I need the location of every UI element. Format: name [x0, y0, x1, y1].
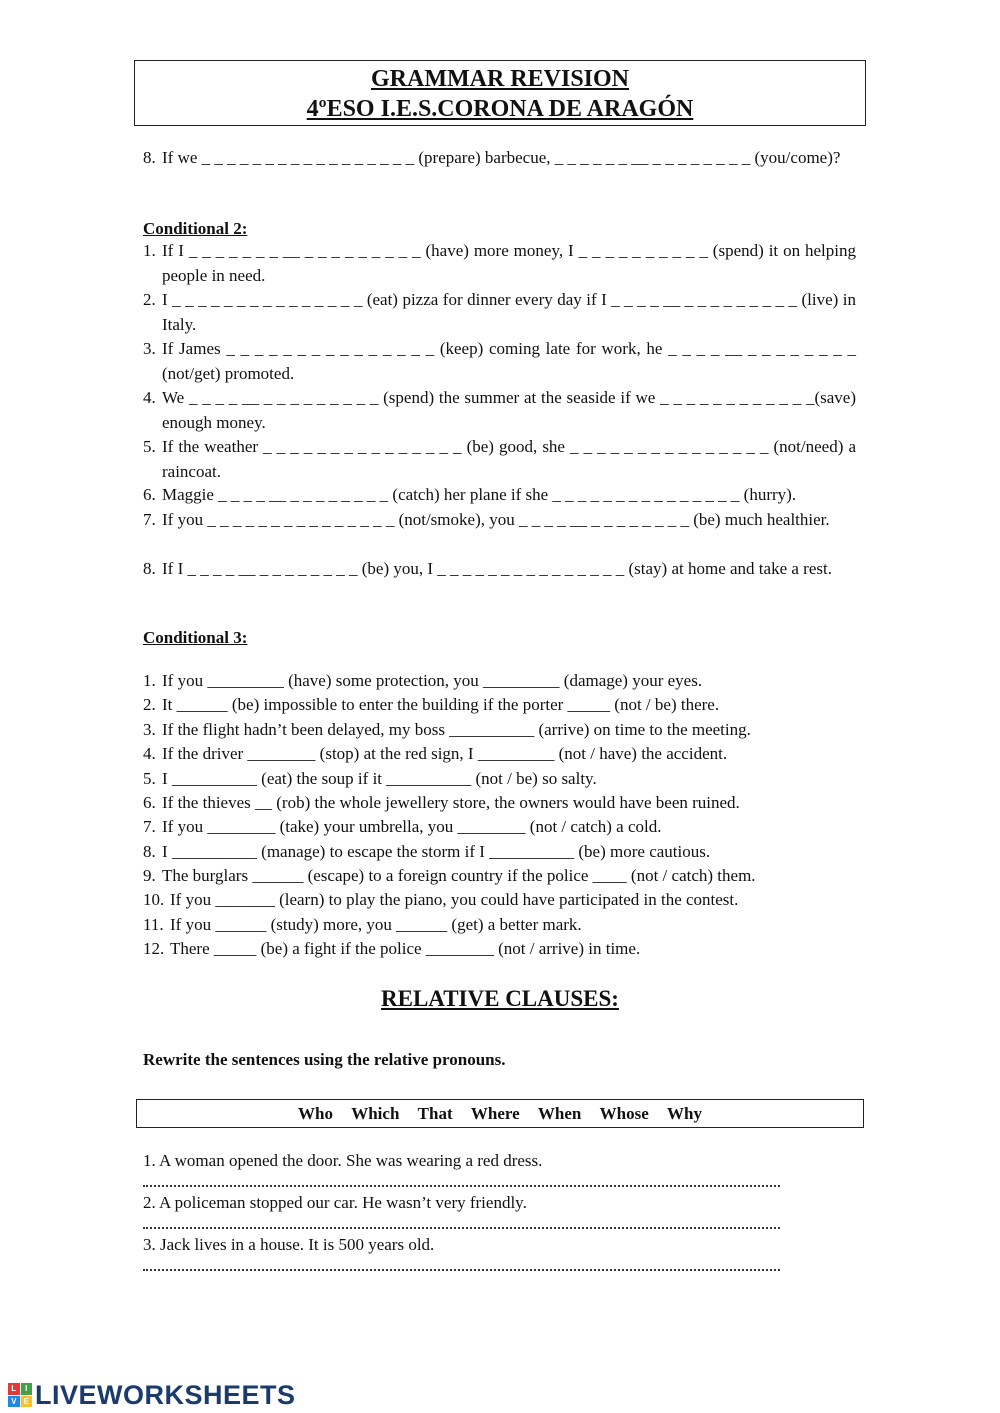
item-number: 12.: [143, 939, 165, 958]
exercise-item: [143, 742, 856, 767]
exercise-item: [143, 693, 856, 718]
answer-line[interactable]: [143, 1183, 780, 1187]
logo-mark-letter: L: [8, 1383, 20, 1395]
exercise-item: [143, 146, 856, 171]
exercise-item: [143, 718, 856, 743]
item-number: 1.: [143, 671, 156, 690]
logo-mark-icon: [8, 1383, 32, 1407]
item-text: There _____ (be) a fight if the police ________ (not / arrive) in time.: [170, 939, 641, 958]
item-number: 2.: [143, 695, 156, 714]
section-title-relative-clauses: RELATIVE CLAUSES:: [381, 986, 619, 1011]
item-number: 9.: [143, 866, 156, 885]
item-text: If I _ _ _ _ _ _ _ __ _ _ _ _ _ _ _ _ _ (have) more money, I _ _ _ _ _ _ _ _ _ _ (spend) it on helping people in need.: [162, 241, 856, 285]
answer-line[interactable]: [143, 1225, 780, 1229]
item-text: If I _ _ _ _ __ _ _ _ _ _ _ _ _ (be) you, I _ _ _ _ _ _ _ _ _ _ _ _ _ _ _ (stay) at home and take a rest.: [162, 559, 832, 578]
exercise-item: [143, 508, 856, 533]
item-text: If the weather _ _ _ _ _ _ _ _ _ _ _ _ _ _ _ (be) good, she _ _ _ _ _ _ _ _ _ _ _ _ _ _ _ (not/need) a raincoat.: [162, 437, 856, 481]
rewrite-sentence: 2. A policeman stopped our car. He wasn’t very friendly.: [143, 1193, 527, 1212]
pronoun-word: Why: [667, 1104, 702, 1123]
item-number: 5.: [143, 437, 156, 456]
exercise-item: [143, 840, 856, 865]
section-title-conditional-3: Conditional 3:: [143, 628, 248, 647]
exercise-item: [143, 288, 856, 337]
logo-mark-letter: I: [21, 1383, 33, 1395]
exercise-item: [143, 483, 856, 508]
exercise-item: [143, 815, 856, 840]
item-text: Maggie _ _ _ _ __ _ _ _ _ _ _ _ _ (catch) her plane if she _ _ _ _ _ _ _ _ _ _ _ _ _ _ _ (hurry).: [162, 485, 797, 504]
exercise-item: [143, 913, 856, 938]
item-number: 8.: [143, 842, 156, 861]
pronoun-word: That: [417, 1104, 453, 1123]
item-text: I __________ (manage) to escape the storm if I __________ (be) more cautious.: [162, 842, 711, 861]
item-text: If the driver ________ (stop) at the red sign, I _________ (not / have) the accident.: [162, 744, 728, 763]
exercise-item: [143, 669, 856, 694]
item-number: 8.: [143, 559, 156, 578]
exercise-item: [143, 791, 856, 816]
item-number: 11.: [143, 915, 164, 934]
item-number: 6.: [143, 793, 156, 812]
pronoun-word: When: [537, 1104, 582, 1123]
item-text: If the flight hadn’t been delayed, my boss __________ (arrive) on time to the meeting.: [162, 720, 751, 739]
exercise-item: [143, 239, 856, 288]
item-number: 5.: [143, 769, 156, 788]
exercise-item: [143, 557, 856, 582]
exercise-item: [143, 864, 856, 889]
item-number: 4.: [143, 744, 156, 763]
item-text: It ______ (be) impossible to enter the building if the porter _____ (not / be) there.: [162, 695, 720, 714]
item-text: I __________ (eat) the soup if it __________ (not / be) so salty.: [162, 769, 597, 788]
exercise-item: [143, 888, 856, 913]
item-number: 3.: [143, 720, 156, 739]
item-number: 7.: [143, 817, 156, 836]
item-text: If you ______ (study) more, you ______ (get) a better mark.: [170, 915, 582, 934]
section-title-conditional-2: Conditional 2:: [143, 219, 248, 238]
exercise-item: [143, 386, 856, 435]
item-text: If we _ _ _ _ _ _ _ _ _ _ _ _ _ _ _ _ _ (prepare) barbecue, _ _ _ _ _ _ __ _ _ _ _ _ _ _ _ (you/come)?: [162, 148, 841, 167]
logo-text: LIVEWORKSHEETS: [35, 1379, 296, 1410]
item-text: The burglars ______ (escape) to a foreign country if the police ____ (not / catch) them.: [162, 866, 756, 885]
rewrite-sentence: 3. Jack lives in a house. It is 500 years old.: [143, 1235, 435, 1254]
rewrite-sentence: 1. A woman opened the door. She was wearing a red dress.: [143, 1151, 543, 1170]
item-number: 4.: [143, 388, 156, 407]
item-number: 3.: [143, 339, 156, 358]
worksheet-title: GRAMMAR REVISION: [371, 66, 629, 92]
exercise-item: [143, 435, 856, 484]
item-number: 7.: [143, 510, 156, 529]
logo-mark-letter: V: [8, 1396, 20, 1408]
item-text: If you _ _ _ _ _ _ _ _ _ _ _ _ _ _ _ (not/smoke), you _ _ _ _ __ _ _ _ _ _ _ _ _ (be) much healthier.: [162, 510, 830, 529]
item-text: If the thieves __ (rob) the whole jewellery store, the owners would have been ruined.: [162, 793, 740, 812]
item-text: If you _________ (have) some protection, you _________ (damage) your eyes.: [162, 671, 703, 690]
logo-mark-letter: E: [21, 1396, 33, 1408]
relative-pronouns-box: [136, 1099, 864, 1128]
pronoun-word: Who: [298, 1104, 333, 1123]
item-number: 10.: [143, 890, 165, 909]
exercise-item: [143, 337, 856, 386]
item-text: I _ _ _ _ _ _ _ _ _ _ _ _ _ _ _ (eat) pizza for dinner every day if I _ _ _ _ __ _ _ _ _ _ _ _ _ _ (live) in Italy.: [162, 290, 856, 334]
pronoun-word: Which: [351, 1104, 400, 1123]
item-number: 2.: [143, 290, 156, 309]
exercise-item: [143, 767, 856, 792]
item-text: We _ _ _ _ __ _ _ _ _ _ _ _ _ _ (spend) the summer at the seaside if we _ _ _ _ _ _ _ _ _ _ _ _(save) enough money.: [162, 388, 856, 432]
pronoun-word: Where: [470, 1104, 520, 1123]
liveworksheets-logo: [8, 1380, 296, 1410]
worksheet-subtitle: 4ºESO I.E.S.CORONA DE ARAGÓN: [306, 96, 694, 122]
item-number: 6.: [143, 485, 156, 504]
answer-line[interactable]: [143, 1267, 780, 1271]
item-text: If James _ _ _ _ _ _ _ _ _ _ _ _ _ _ _ (keep) coming late for work, he _ _ _ _ __ _ _ _ _ _ _ _ _ (not/get) promoted.: [162, 339, 856, 383]
item-number: 8.: [143, 148, 156, 167]
instructions: Rewrite the sentences using the relative pronouns.: [143, 1050, 506, 1069]
item-text: If you ________ (take) your umbrella, you ________ (not / catch) a cold.: [162, 817, 662, 836]
exercise-item: [143, 937, 856, 962]
item-text: If you _______ (learn) to play the piano, you could have participated in the contest.: [170, 890, 739, 909]
pronoun-word: Whose: [599, 1104, 649, 1123]
title-box: [134, 60, 866, 126]
item-number: 1.: [143, 241, 156, 260]
